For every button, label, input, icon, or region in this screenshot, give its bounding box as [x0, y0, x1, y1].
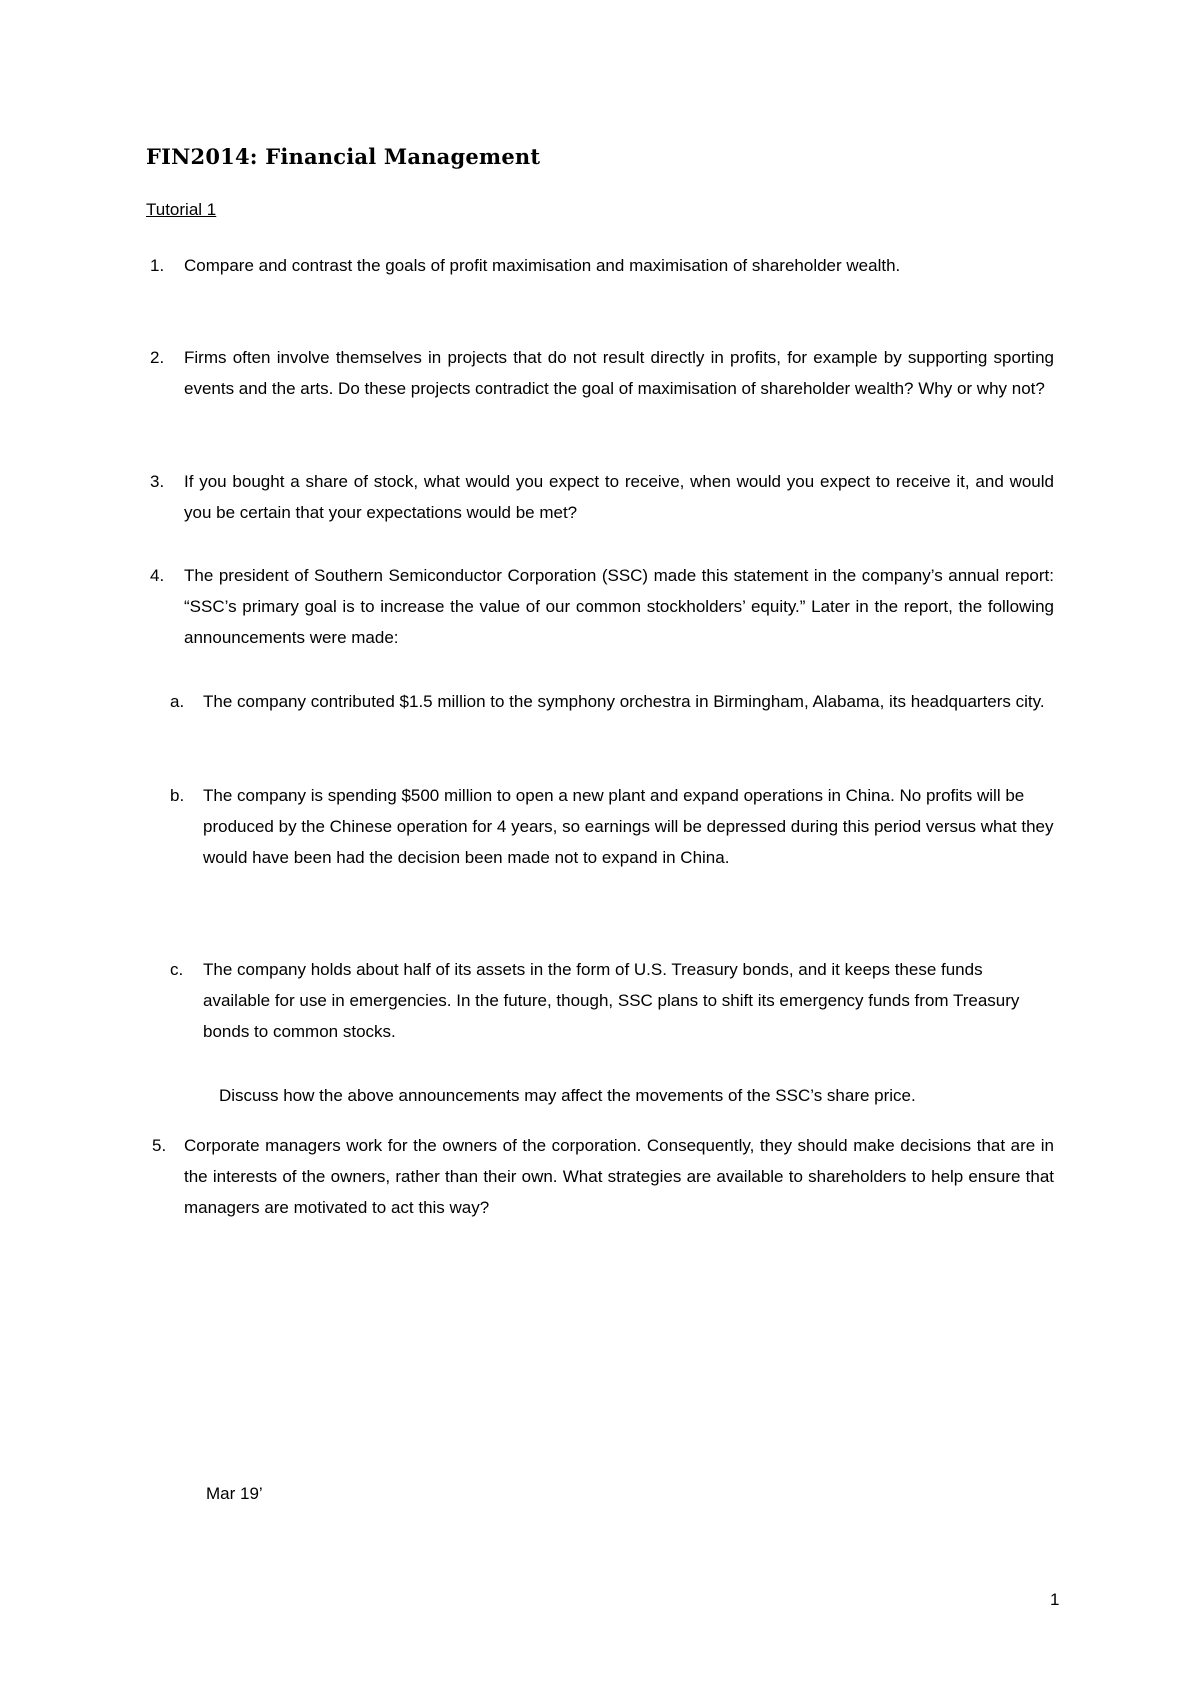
question-text: The president of Southern Semiconductor Corporation (SSC) made this statement in the company’s annual report: “SSC’s primary goal is to increase the value of our common stockholders’ equity.” Later in the report, the following announcements were made:: [184, 566, 1054, 647]
subitem-text: The company is spending $500 million to open a new plant and expand operations in China. No profits will be produced by the Chinese operation for 4 years, so earnings will be depressed during this period versus what they would have been had the decision been made not to expand in China.: [203, 786, 1054, 867]
question-number: 3.: [150, 472, 165, 491]
subitem-text: The company holds about half of its assets in the form of U.S. Treasury bonds, and it keeps these funds available for use in emergencies. In the future, though, SSC plans to shift its emergency funds from Treasury bonds to common stocks.: [203, 960, 1020, 1041]
question-1: [150, 250, 1054, 281]
subitem-b: [170, 780, 1054, 873]
discussion-prompt: Discuss how the above announcements may affect the movements of the SSC’s share price.: [219, 1086, 916, 1105]
question-text: Corporate managers work for the owners of the corporation. Consequently, they should make decisions that are in the interests of the owners, rather than their own. What strategies are available to shareholders to help ensure that managers are motivated to act this way?: [184, 1136, 1054, 1217]
subitem-letter: b.: [170, 786, 185, 805]
question-number: 2.: [150, 348, 165, 367]
question-text: If you bought a share of stock, what would you expect to receive, when would you expect to receive it, and would you be certain that your expectations would be met?: [184, 472, 1054, 522]
question-text: Compare and contrast the goals of profit maximisation and maximisation of shareholder wealth.: [184, 256, 901, 275]
subitem-c: [170, 954, 1054, 1047]
question-text: Firms often involve themselves in projects that do not result directly in profits, for example by supporting sporting events and the arts. Do these projects contradict the goal of maximisation of shareholder wealth? Why or why not?: [184, 348, 1054, 398]
subitem-letter: a.: [170, 692, 185, 711]
document-date: Mar 19’: [206, 1484, 263, 1503]
tutorial-heading: Tutorial 1: [146, 200, 217, 219]
document-title: FIN2014: Financial Management: [146, 144, 541, 169]
question-number: 4.: [150, 566, 165, 585]
question-3: [150, 466, 1054, 528]
question-5: [152, 1130, 1054, 1223]
subitem-a: [170, 686, 1054, 717]
question-2: [150, 342, 1054, 404]
question-4: [150, 560, 1054, 653]
page-number: 1: [1050, 1590, 1060, 1609]
question-number: 1.: [150, 256, 165, 275]
subitem-text: The company contributed $1.5 million to the symphony orchestra in Birmingham, Alabama, its headquarters city.: [203, 692, 1045, 711]
subitem-letter: c.: [170, 960, 184, 979]
question-number: 5.: [152, 1136, 167, 1155]
